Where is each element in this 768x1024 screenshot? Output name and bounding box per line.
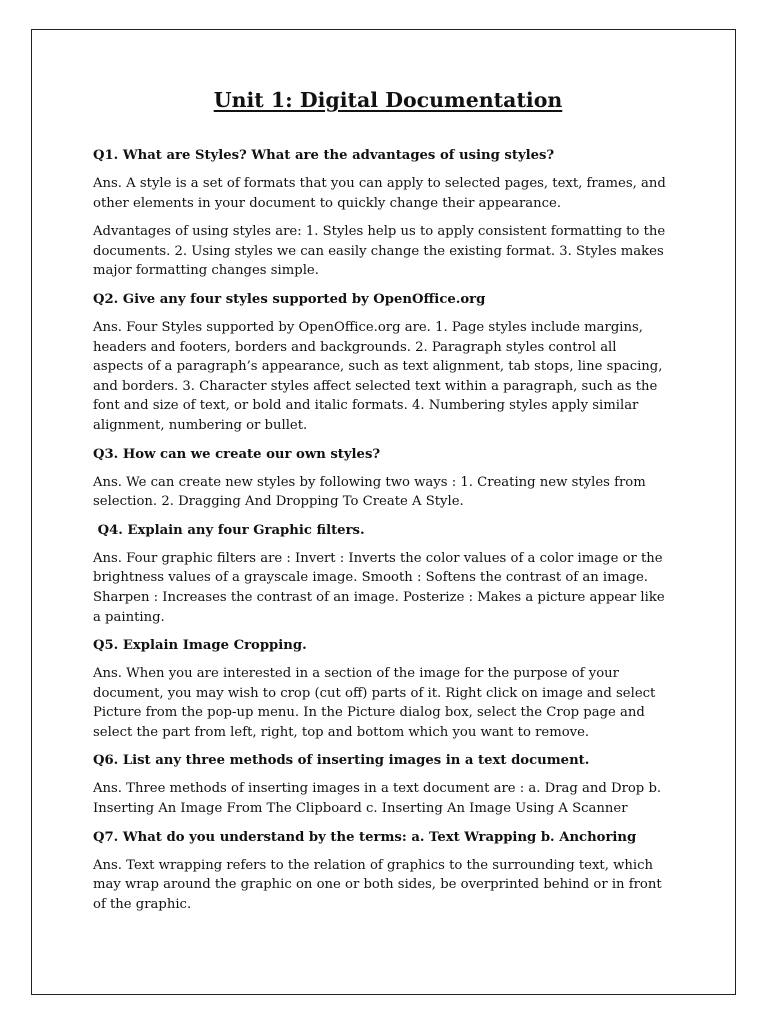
answer-paragraph (93, 473, 683, 512)
answer-paragraph (93, 174, 683, 213)
text-line: font and size of text, or bold and italic formats. 4. Numbering styles apply similar (93, 398, 639, 414)
text-line: aspects of a paragraph’s appearance, such as text alignment, tab stops, line spacing, (93, 359, 663, 375)
question-heading: Q2. Give any four styles supported by OpenOffice.org (93, 291, 486, 307)
text-line: headers and footers, borders and backgrounds. 2. Paragraph styles control all (93, 339, 617, 355)
text-line: Advantages of using styles are: 1. Styles help us to apply consistent formatting to the (93, 224, 666, 240)
answer-paragraph (93, 856, 683, 915)
text-line: selection. 2. Dragging And Dropping To Create A Style. (93, 494, 464, 510)
text-line: brightness values of a grayscale image. Smooth : Softens the contrast of an image. (93, 570, 648, 586)
text-line: a painting. (93, 609, 165, 625)
text-line: Ans. Four Styles supported by OpenOffice.org are. 1. Page styles include margins, (93, 319, 643, 335)
qa-section-6 (93, 751, 683, 818)
question-heading: Q5. Explain Image Cropping. (93, 638, 307, 654)
answer-paragraph (93, 664, 683, 742)
qa-section-5 (93, 636, 683, 742)
text-line: Ans. We can create new styles by following two ways : 1. Creating new styles from (93, 474, 646, 490)
text-line: Ans. Three methods of inserting images in a text document are : a. Drag and Drop b. (93, 781, 662, 797)
text-line: document, you may wish to crop (cut off) parts of it. Right click on image and select (93, 685, 656, 701)
text-line: other elements in your document to quickly change their appearance. (93, 195, 562, 211)
answer-paragraph (93, 318, 683, 436)
qa-section-1 (93, 146, 683, 281)
text-line: Ans. Four graphic filters are : Invert : Inverts the color values of a color image or the (93, 550, 663, 566)
question-heading: Q4. Explain any four Graphic filters. (93, 522, 365, 538)
text-line: Inserting An Image From The Clipboard c. Inserting An Image Using A Scanner (93, 801, 628, 817)
text-line: of the graphic. (93, 896, 192, 912)
text-line: documents. 2. Using styles we can easily change the existing format. 3. Styles makes (93, 243, 664, 259)
text-line: Ans. Text wrapping refers to the relation of graphics to the surrounding text, which (93, 857, 653, 873)
qa-section-7 (93, 828, 683, 915)
document-content (93, 84, 683, 923)
text-line: alignment, numbering or bullet. (93, 417, 308, 433)
text-line: Ans. A style is a set of formats that you can apply to selected pages, text, frames, and (93, 176, 666, 191)
answer-paragraph (93, 549, 683, 627)
question-heading: Q3. How can we create our own styles? (93, 446, 381, 462)
qa-section-3 (93, 445, 683, 512)
text-line: major formatting changes simple. (93, 263, 319, 279)
qa-section-4 (93, 521, 683, 627)
question-heading: Q1. What are Styles? What are the advantages of using styles? (93, 148, 555, 163)
page-title: Unit 1: Digital Documentation (213, 88, 563, 112)
text-line: Picture from the pop-up menu. In the Picture dialog box, select the Crop page and (93, 705, 645, 721)
text-line: Ans. When you are interested in a section of the image for the purpose of your (93, 666, 619, 682)
question-heading: Q7. What do you understand by the terms: a. Text Wrapping b. Anchoring (93, 829, 637, 845)
text-line: Sharpen : Increases the contrast of an image. Posterize : Makes a picture appear like (93, 589, 665, 605)
answer-paragraph (93, 222, 683, 281)
answer-paragraph (93, 779, 683, 818)
question-heading: Q6. List any three methods of inserting images in a text document. (93, 753, 590, 769)
qa-section-2 (93, 290, 683, 436)
text-line: may wrap around the graphic on one or both sides, be overprinted behind or in front (93, 877, 662, 893)
text-line: select the part from left, right, top and bottom which you want to remove. (93, 724, 590, 740)
text-line: and borders. 3. Character styles affect selected text within a paragraph, such as the (93, 378, 658, 394)
